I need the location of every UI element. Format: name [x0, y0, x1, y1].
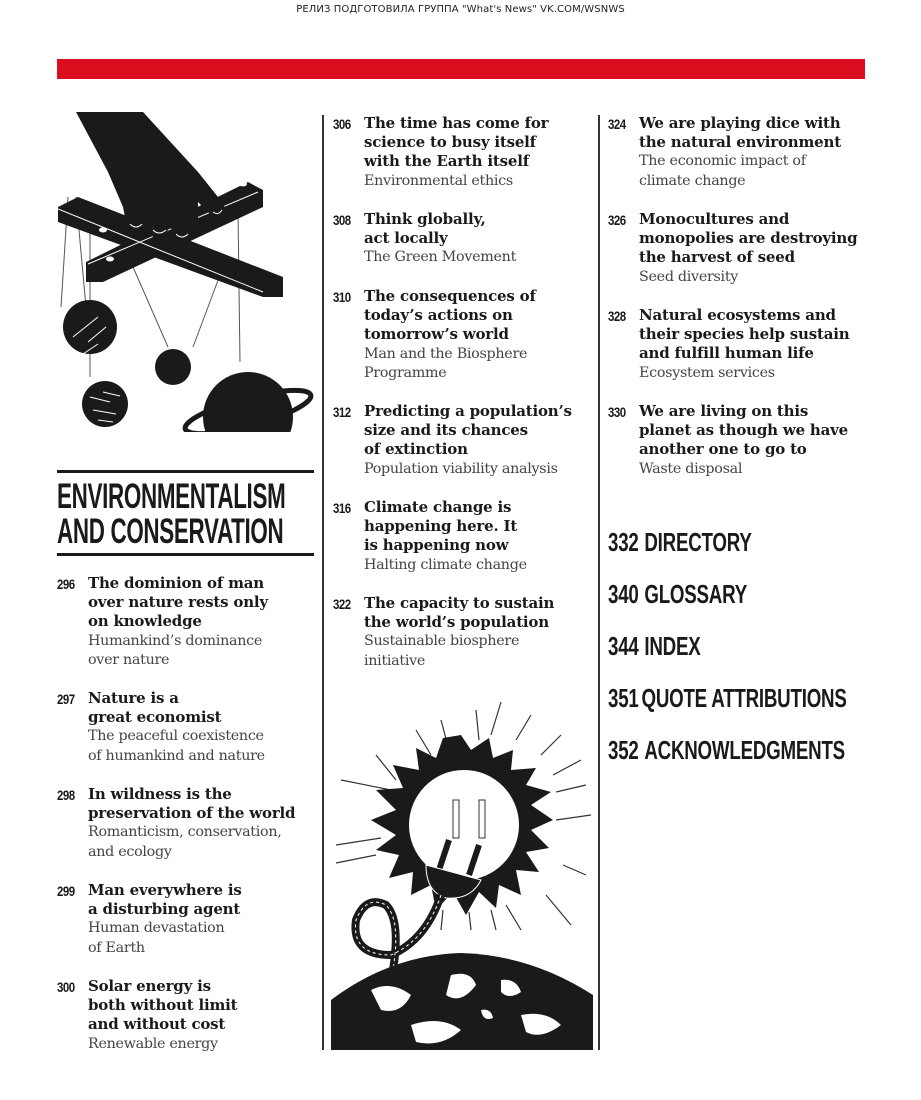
toc-entry[interactable]: [333, 594, 554, 671]
toc-entry[interactable]: [333, 402, 572, 479]
entry-title: Solar energy is both without limit and without cost: [88, 977, 238, 1034]
red-accent-bar: [57, 59, 865, 79]
toc-entry[interactable]: [333, 287, 536, 383]
entry-subtitle: Waste disposal: [639, 460, 743, 477]
entry-subtitle: Human devastation of Earth: [88, 920, 225, 956]
toc-entry[interactable]: [333, 210, 516, 268]
back-matter-glossary[interactable]: [608, 580, 747, 608]
page-number: 310: [333, 289, 351, 305]
entry-subtitle: Population viability analysis: [364, 460, 558, 477]
page-number: 352: [608, 735, 639, 765]
entry-subtitle: Renewable energy: [88, 1035, 218, 1052]
entry-subtitle: Seed diversity: [639, 268, 739, 285]
release-note: РЕЛИЗ ПОДГОТОВИЛА ГРУППА "What's News" VK.COM/WSNWS: [296, 4, 625, 15]
page-number: 344: [608, 631, 639, 661]
sun-socket-plug-earth-icon: [331, 680, 593, 1050]
back-matter-label: GLOSSARY: [644, 579, 747, 609]
entry-title: Monocultures and monopolies are destroying the harvest of seed: [639, 210, 858, 267]
page-number: 298: [57, 787, 75, 803]
page-number: 297: [57, 691, 75, 707]
section-heading: [57, 470, 314, 556]
back-matter-acknowledgments[interactable]: [608, 736, 845, 764]
entry-title: Nature is a great economist: [88, 689, 222, 727]
entry-subtitle: The economic impact of climate change: [639, 153, 806, 189]
page-number: 300: [57, 979, 75, 995]
entry-title: We are playing dice with the natural environment: [639, 114, 841, 152]
back-matter-label: ACKNOWLEDGMENTS: [644, 735, 845, 765]
toc-entry[interactable]: [333, 498, 527, 575]
back-matter-label: INDEX: [644, 631, 701, 661]
back-matter-index[interactable]: [608, 632, 700, 660]
entry-subtitle: Ecosystem services: [639, 364, 775, 381]
entry-title: In wildness is the preservation of the world: [88, 785, 296, 823]
back-matter-label: QUOTE ATTRIBUTIONS: [641, 683, 847, 713]
page-number: 296: [57, 576, 75, 592]
hand-puppeteering-planets-icon: [58, 112, 318, 432]
page-number: 308: [333, 212, 351, 228]
page-number: 332: [608, 527, 639, 557]
back-matter-quote-attributions[interactable]: [608, 684, 847, 712]
page-number: 306: [333, 116, 351, 132]
page-number: 324: [608, 116, 626, 132]
toc-entry[interactable]: [608, 114, 841, 191]
page-number: 316: [333, 500, 351, 516]
entry-title: Climate change is happening here. It is happening now: [364, 498, 518, 555]
entry-subtitle: Man and the Biosphere Programme: [364, 345, 528, 381]
entry-title: The time has come for science to busy itself with the Earth itself: [364, 114, 549, 171]
section-title-line-2: AND CONSERVATION: [57, 512, 284, 551]
entry-subtitle: Halting climate change: [364, 556, 527, 573]
back-matter-label: DIRECTORY: [644, 527, 752, 557]
toc-entry[interactable]: [57, 881, 242, 958]
page-number: 312: [333, 404, 351, 420]
entry-title: The consequences of today’s actions on tomorrow’s world: [364, 287, 536, 344]
toc-entry[interactable]: [608, 306, 849, 383]
entry-title: We are living on this planet as though we have another one to go to: [639, 402, 849, 459]
entry-title: The dominion of man over nature rests only on knowledge: [88, 574, 268, 631]
entry-title: The capacity to sustain the world’s population: [364, 594, 555, 632]
entry-subtitle: Sustainable biosphere initiative: [364, 633, 520, 669]
page-number: 299: [57, 883, 75, 899]
entry-subtitle: The Green Movement: [364, 249, 517, 266]
back-matter-directory[interactable]: [608, 528, 752, 556]
column-divider-1: [322, 115, 324, 1050]
page-number: 340: [608, 579, 639, 609]
page-number: 351: [608, 683, 639, 713]
entry-title: Predicting a population’s size and its chances of extinction: [364, 402, 572, 459]
entry-title: Man everywhere is a disturbing agent: [88, 881, 242, 919]
toc-entry[interactable]: [608, 210, 857, 287]
entry-title: Natural ecosystems and their species help sustain and fulfill human life: [639, 306, 850, 363]
toc-entry[interactable]: [57, 689, 265, 766]
section-title-line-1: ENVIRONMENTALISM: [57, 477, 286, 516]
toc-entry[interactable]: [608, 402, 848, 479]
toc-entry[interactable]: [333, 114, 548, 191]
page-number: 330: [608, 404, 626, 420]
page-number: 328: [608, 308, 626, 324]
entry-subtitle: The peaceful coexistence of humankind and nature: [88, 728, 265, 764]
toc-entry[interactable]: [57, 574, 268, 670]
toc-entry[interactable]: [57, 977, 237, 1054]
entry-title: Think globally, act locally: [364, 210, 486, 248]
page-number: 326: [608, 212, 626, 228]
entry-subtitle: Humankind’s dominance over nature: [88, 632, 262, 668]
column-divider-2: [598, 115, 600, 1050]
page-number: 322: [333, 596, 351, 612]
toc-entry[interactable]: [57, 785, 295, 862]
entry-subtitle: Environmental ethics: [364, 172, 513, 189]
entry-subtitle: Romanticism, conservation, and ecology: [88, 824, 282, 860]
